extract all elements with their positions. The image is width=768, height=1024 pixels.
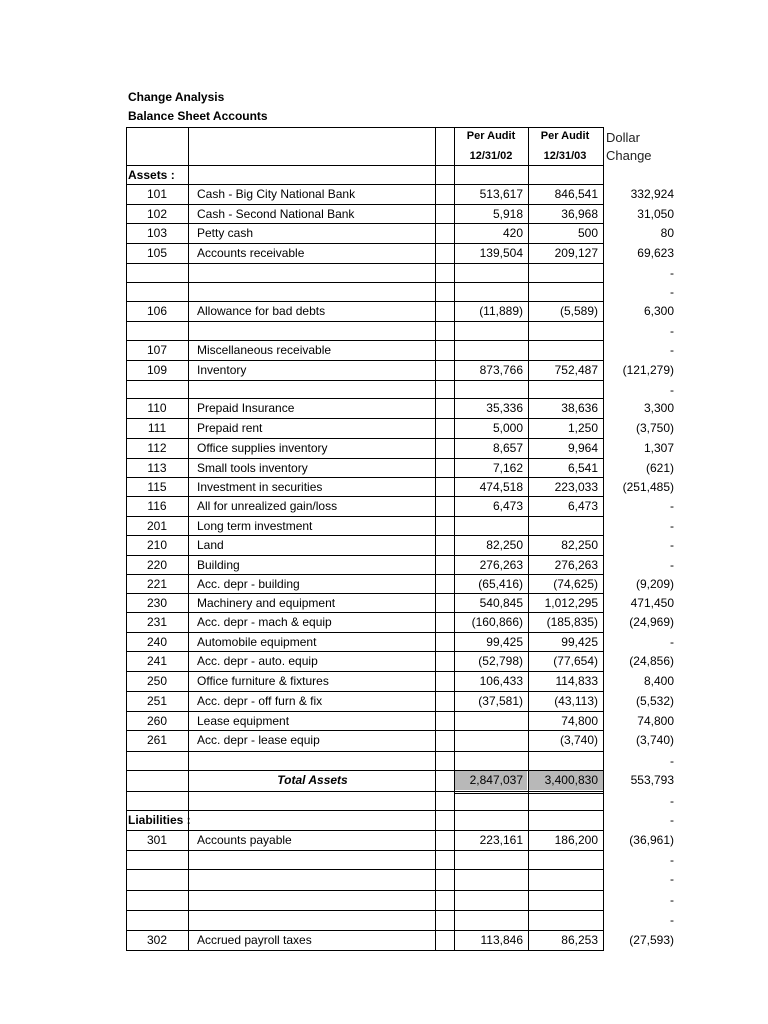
account-code: 105 [146, 246, 168, 260]
amount-2002: 139,504 [479, 246, 523, 260]
table-row [0, 399, 768, 418]
table-row [0, 322, 768, 341]
table-row [0, 652, 768, 671]
dollar-change: - [670, 913, 674, 927]
table-row [0, 478, 768, 497]
table-row [0, 692, 768, 711]
amount-2003: 1,012,295 [544, 596, 598, 610]
table-row [0, 752, 768, 771]
amount-2003: 114,833 [555, 674, 598, 688]
dollar-change: - [670, 519, 674, 533]
table-row [0, 556, 768, 575]
amount-2003: 9,964 [567, 441, 598, 455]
account-description: Small tools inventory [197, 461, 308, 475]
amount-2003: (77,654) [553, 654, 598, 668]
account-code: 250 [146, 674, 168, 688]
amount-2003: (5,589) [559, 304, 598, 318]
account-code: 240 [146, 635, 168, 649]
col-d-label1: Dollar [606, 130, 640, 145]
amount-2003: 74,800 [561, 714, 598, 728]
section-header-row [0, 166, 768, 185]
table-row [0, 205, 768, 224]
account-description: Cash - Big City National Bank [197, 187, 356, 201]
account-code: 110 [147, 401, 167, 415]
account-code: 201 [146, 519, 168, 533]
account-description: Office supplies inventory [197, 441, 328, 455]
col-d-header [606, 129, 652, 165]
table-row [0, 459, 768, 478]
table-row [0, 419, 768, 438]
amount-2002: 474,518 [479, 480, 523, 494]
dollar-change: - [670, 635, 674, 649]
amount-2003: (3,740) [559, 733, 598, 747]
col-a-date: 12/31/02 [469, 150, 513, 162]
amount-2002: 223,161 [479, 833, 523, 847]
dollar-change: (5,532) [635, 694, 674, 708]
account-description: Prepaid Insurance [197, 401, 295, 415]
table-row [0, 831, 768, 850]
amount-2003: 1,250 [567, 421, 598, 435]
col-b-label: Per Audit [540, 130, 590, 142]
account-description: Miscellaneous receivable [197, 343, 332, 357]
table-row [0, 283, 768, 302]
account-code: 260 [146, 714, 168, 728]
dollar-change: - [670, 324, 674, 338]
account-code: 231 [146, 615, 168, 629]
account-code: 261 [146, 733, 168, 747]
account-code: 302 [146, 933, 168, 947]
amount-2003: 186,200 [554, 833, 598, 847]
dollar-change: - [670, 558, 674, 572]
dollar-change: - [670, 499, 674, 513]
amount-2002: 2,847,037 [469, 773, 523, 787]
table-row [0, 851, 768, 870]
amount-2002: 99,425 [486, 635, 523, 649]
dollar-change: - [670, 266, 674, 280]
dollar-change: 74,800 [637, 714, 674, 728]
account-description: Automobile equipment [197, 635, 317, 649]
amount-2002: 873,766 [479, 363, 523, 377]
section-label: Assets : [128, 168, 175, 182]
account-code: 103 [146, 226, 168, 240]
dollar-change: 3,300 [643, 401, 674, 415]
dollar-change: - [670, 794, 674, 808]
account-code: 116 [147, 499, 167, 513]
table-row [0, 517, 768, 536]
account-description: Long term investment [197, 519, 313, 533]
account-description: Lease equipment [197, 714, 290, 728]
total-row [0, 771, 768, 790]
row-divider [126, 950, 604, 951]
table-row [0, 891, 768, 910]
account-code: 101 [146, 187, 168, 201]
amount-2003: 752,487 [554, 363, 598, 377]
dollar-change: - [670, 853, 674, 867]
table-row [0, 731, 768, 750]
account-code: 301 [146, 833, 168, 847]
account-code: 113 [147, 461, 167, 475]
amount-2003: (74,625) [553, 577, 598, 591]
table-row [0, 594, 768, 613]
account-description: Acc. depr - mach & equip [197, 615, 332, 629]
account-description: Cash - Second National Bank [197, 207, 355, 221]
account-description: Petty cash [197, 226, 254, 240]
amount-2003: 846,541 [554, 187, 598, 201]
account-code: 241 [146, 654, 168, 668]
account-description: Land [197, 538, 224, 552]
table-row [0, 911, 768, 930]
amount-2003: 6,541 [567, 461, 598, 475]
table-row [0, 381, 768, 400]
amount-2003: 82,250 [561, 538, 598, 552]
amount-2002: 276,263 [479, 558, 523, 572]
table-row [0, 792, 768, 811]
table-row [0, 497, 768, 516]
dollar-change: 471,450 [630, 596, 674, 610]
table-row [0, 931, 768, 950]
account-code: 102 [146, 207, 168, 221]
account-code: 111 [147, 421, 167, 435]
dollar-change: - [670, 872, 674, 886]
account-description: Acc. depr - lease equip [197, 733, 320, 747]
account-description: Allowance for bad debts [197, 304, 326, 318]
account-description: Building [197, 558, 240, 572]
account-code: 251 [146, 694, 168, 708]
dollar-change: (24,856) [629, 654, 674, 668]
amount-2003: 86,253 [561, 933, 598, 947]
dollar-change: 6,300 [643, 304, 674, 318]
table-row [0, 244, 768, 263]
table-row [0, 264, 768, 283]
col-a-label: Per Audit [466, 130, 516, 142]
dollar-change: 31,050 [637, 207, 674, 221]
dollar-change: (3,740) [635, 733, 674, 747]
account-description: Accounts receivable [197, 246, 305, 260]
amount-2003: 500 [577, 226, 598, 240]
dollar-change: (9,209) [635, 577, 674, 591]
dollar-change: 69,623 [637, 246, 674, 260]
amount-2003: 99,425 [561, 635, 598, 649]
table-row [0, 341, 768, 360]
dollar-change: - [670, 285, 674, 299]
account-code: 220 [146, 558, 168, 572]
account-description: Total Assets [277, 773, 348, 787]
account-description: Prepaid rent [197, 421, 263, 435]
dollar-change: 1,307 [643, 441, 674, 455]
account-code: 221 [146, 577, 168, 591]
dollar-change: 553,793 [630, 773, 674, 787]
account-code: 107 [146, 343, 168, 357]
dollar-change: - [670, 383, 674, 397]
account-code: 109 [146, 363, 168, 377]
dollar-change: 332,924 [630, 187, 674, 201]
amount-2003: 223,033 [554, 480, 598, 494]
table-row [0, 361, 768, 380]
amount-2003: (43,113) [554, 694, 598, 708]
page-title: Change Analysis [128, 90, 225, 104]
col-b-date: 12/31/03 [543, 150, 587, 162]
table-row [0, 672, 768, 691]
dollar-change: - [670, 813, 674, 827]
row-divider [126, 127, 604, 128]
amount-2002: 82,250 [486, 538, 523, 552]
account-code: 115 [147, 480, 167, 494]
dollar-change: 80 [660, 226, 674, 240]
account-description: Inventory [197, 363, 247, 377]
dollar-change: - [670, 343, 674, 357]
amount-2003: 209,127 [554, 246, 598, 260]
amount-2002: (160,866) [471, 615, 523, 629]
page-subtitle: Balance Sheet Accounts [128, 109, 268, 123]
amount-2003: 6,473 [567, 499, 598, 513]
account-description: Accounts payable [197, 833, 292, 847]
dollar-change: - [670, 893, 674, 907]
dollar-change: 8,400 [643, 674, 674, 688]
amount-2002: 106,433 [479, 674, 523, 688]
amount-2002: 420 [502, 226, 523, 240]
account-description: Acc. depr - auto. equip [197, 654, 318, 668]
amount-2002: 540,845 [479, 596, 523, 610]
amount-2002: 35,336 [486, 401, 523, 415]
amount-2003: 38,636 [561, 401, 598, 415]
amount-2002: 113,846 [480, 933, 523, 947]
amount-2002: (37,581) [478, 694, 523, 708]
dollar-change: (251,485) [622, 480, 674, 494]
section-header-row [0, 811, 768, 830]
dollar-change: (3,750) [635, 421, 674, 435]
account-code: 210 [146, 538, 168, 552]
table-row [0, 712, 768, 731]
amount-2002: 8,657 [492, 441, 523, 455]
table-row [0, 536, 768, 555]
amount-2002: 7,162 [492, 461, 523, 475]
table-row [0, 439, 768, 458]
amount-2002: 5,918 [492, 207, 523, 221]
account-code: 112 [147, 441, 167, 455]
table-row [0, 870, 768, 889]
amount-2003: 276,263 [554, 558, 598, 572]
col-d-label2: Change [606, 148, 652, 163]
dollar-change: (27,593) [629, 933, 674, 947]
dollar-change: (621) [645, 461, 674, 475]
table-row [0, 575, 768, 594]
account-description: All for unrealized gain/loss [197, 499, 338, 513]
account-description: Acc. depr - building [197, 577, 300, 591]
dollar-change: - [670, 754, 674, 768]
amount-2002: 6,473 [492, 499, 523, 513]
amount-2002: (11,889) [479, 304, 523, 318]
table-row [0, 224, 768, 243]
account-description: Office furniture & fixtures [197, 674, 329, 688]
dollar-change: (24,969) [629, 615, 674, 629]
account-code: 230 [146, 596, 168, 610]
account-description: Investment in securities [197, 480, 323, 494]
table-row [0, 302, 768, 321]
amount-2002: 513,617 [479, 187, 523, 201]
account-description: Acc. depr - off furn & fix [197, 694, 323, 708]
dollar-change: (121,279) [622, 363, 674, 377]
account-description: Machinery and equipment [197, 596, 336, 610]
amount-2002: (65,416) [478, 577, 523, 591]
account-code: 106 [146, 304, 168, 318]
section-label: Liabilities : [128, 813, 191, 827]
dollar-change: (36,961) [629, 833, 674, 847]
table-row [0, 633, 768, 652]
table-row [0, 613, 768, 632]
account-description: Accrued payroll taxes [197, 933, 312, 947]
dollar-change: - [670, 538, 674, 552]
amount-2003: 3,400,830 [544, 773, 598, 787]
amount-2002: (52,798) [478, 654, 523, 668]
amount-2003: (185,835) [546, 615, 598, 629]
table-row [0, 185, 768, 204]
amount-2003: 36,968 [561, 207, 598, 221]
amount-2002: 5,000 [492, 421, 523, 435]
